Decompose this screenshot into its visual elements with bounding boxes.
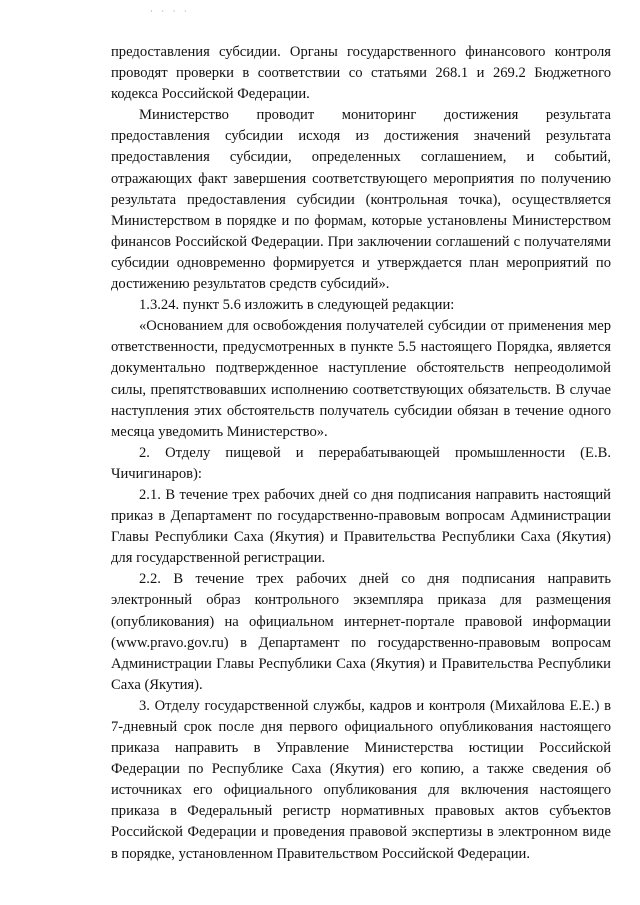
scan-mark: · · · · bbox=[150, 6, 190, 16]
paragraph-continuation: предоставления субсидии. Органы государственного финансового контроля проводят проверки в соответствии со статьями 268.1 и 269.2 Бюджетного кодекса Российской Федерации. bbox=[111, 44, 611, 103]
paragraph-item-3: 3. Отделу государственной службы, кадров и контроля (Михайлова Е.Е.) в 7-дневный срок после дня первого официального опубликования настоящего приказа направить в Управление Министерства юстиции Российской Федерации по Республике Саха (Якутия) его копию, а также сведения об источниках его официального опубликования для включения настоящего приказа в Федеральный регистр нормативных правовых актов субъектов Российской Федерации и проведения правовой экспертизы в электронном виде в порядке, установленном Правительством Российской Федерации. bbox=[111, 697, 611, 862]
document-body bbox=[111, 42, 611, 865]
paragraph-item-2-2: 2.2. В течение трех рабочих дней со дня подписания направить электронный образ контрольного экземпляра приказа для размещения (опубликования) на официальном интернет-портале правовой информации (www.pravo.gov.ru) в Департамент по государственно-правовым вопросам Администрации Главы Республики Саха (Якутия) и Правительства Республики Саха (Якутия). bbox=[111, 571, 611, 693]
paragraph-item-2: 2. Отделу пищевой и перерабатывающей промышленности (Е.В. Чичигинаров): bbox=[111, 444, 611, 482]
paragraph-clause-1-3-24: 1.3.24. пункт 5.6 изложить в следующей редакции: bbox=[139, 297, 455, 314]
paragraph-item-2-1: 2.1. В течение трех рабочих дней со дня подписания направить настоящий приказ в Департамент по государственно-правовым вопросам Администрации Главы Республики Саха (Якутия) и Правительства Республики Саха (Якутия) для государственной регистрации. bbox=[111, 486, 611, 567]
paragraph-quote-liability: «Основанием для освобождения получателей субсидии от применения мер ответственности, предусмотренных в пункте 5.5 настоящего Порядка, является документально подтвержденное наступление обстоятельств непреодолимой силы, препятствовавших исполнению соответствующих обязательств. В случае наступления этих обстоятельств получатель субсидии обязан в течение одного месяца уведомить Министерство». bbox=[111, 318, 611, 440]
paragraph-monitoring: Министерство проводит мониторинг достижения результата предоставления субсидии исходя из достижения значений результата предоставления субсидии, определенных соглашением, и событий, отражающих факт завершения соответствующего мероприятия по получению результата предоставления субсидии (контрольная точка), осуществляется Министерством в порядке и по формам, которые установлены Министерством финансов Российской Федерации. При заключении соглашений с получателями субсидии одновременно формируется и утверждается план мероприятий по достижению результатов средств субсидий». bbox=[111, 107, 611, 293]
